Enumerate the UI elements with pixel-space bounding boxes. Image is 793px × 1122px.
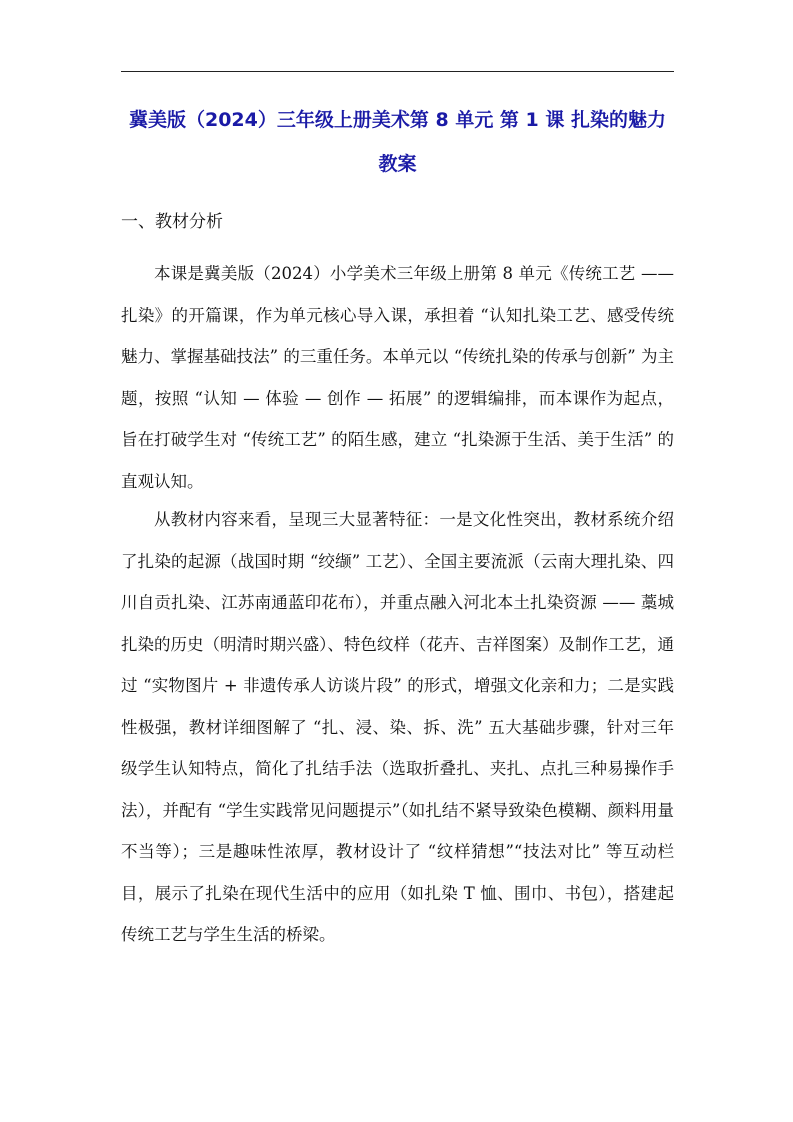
paragraph-1: 本课是冀美版（2024）小学美术三年级上册第 8 单元《传统工艺 —— 扎染》的开篇课，作为单元核心导入课，承担着 “认知扎染工艺、感受传统魅力、掌握基础技法” 的三重任务。本单元以 “传统扎染的传承与创新” 为主题，按照 “认知 — 体验 — 创作 — 拓展” 的逻辑编排，而本课作为起点，旨在打破学生对 “传统工艺” 的陌生感，建立 “扎染源于生活、美于生活” 的直观认知。	[121, 264, 674, 491]
section-heading: 一、教材分析	[121, 212, 223, 232]
paragraph-2: 从教材内容来看，呈现三大显著特征：一是文化性突出，教材系统介绍了扎染的起源（战国时期 “绞缬” 工艺）、全国主要流派（云南大理扎染、四川自贡扎染、江苏南通蓝印花布），并重点融入河北本土扎染资源 —— 藁城扎染的历史（明清时期兴盛）、特色纹样（花卉、吉祥图案）及制作工艺，通过 “实物图片 + 非遗传承人访谈片段” 的形式，增强文化亲和力；二是实践性极强，教材详细图解了 “扎、浸、染、拆、洗” 五大基础步骤，针对三年级学生认知特点，简化了扎结手法（选取折叠扎、夹扎、点扎三种易操作手法），并配有 “学生实践常见问题提示”（如扎结不紧导致染色模糊、颜料用量不当等）；三是趣味性浓厚，教材设计了 “纹样猜想”“技法对比” 等互动栏目，展示了扎染在现代生活中的应用（如扎染 T 恤、围巾、书包），搭建起传统工艺与学生生活的桥梁。	[121, 510, 674, 944]
document-title: 冀美版（2024）三年级上册美术第 8 单元 第 1 课 扎染的魅力 教案	[128, 109, 666, 175]
header-rule	[121, 71, 674, 72]
